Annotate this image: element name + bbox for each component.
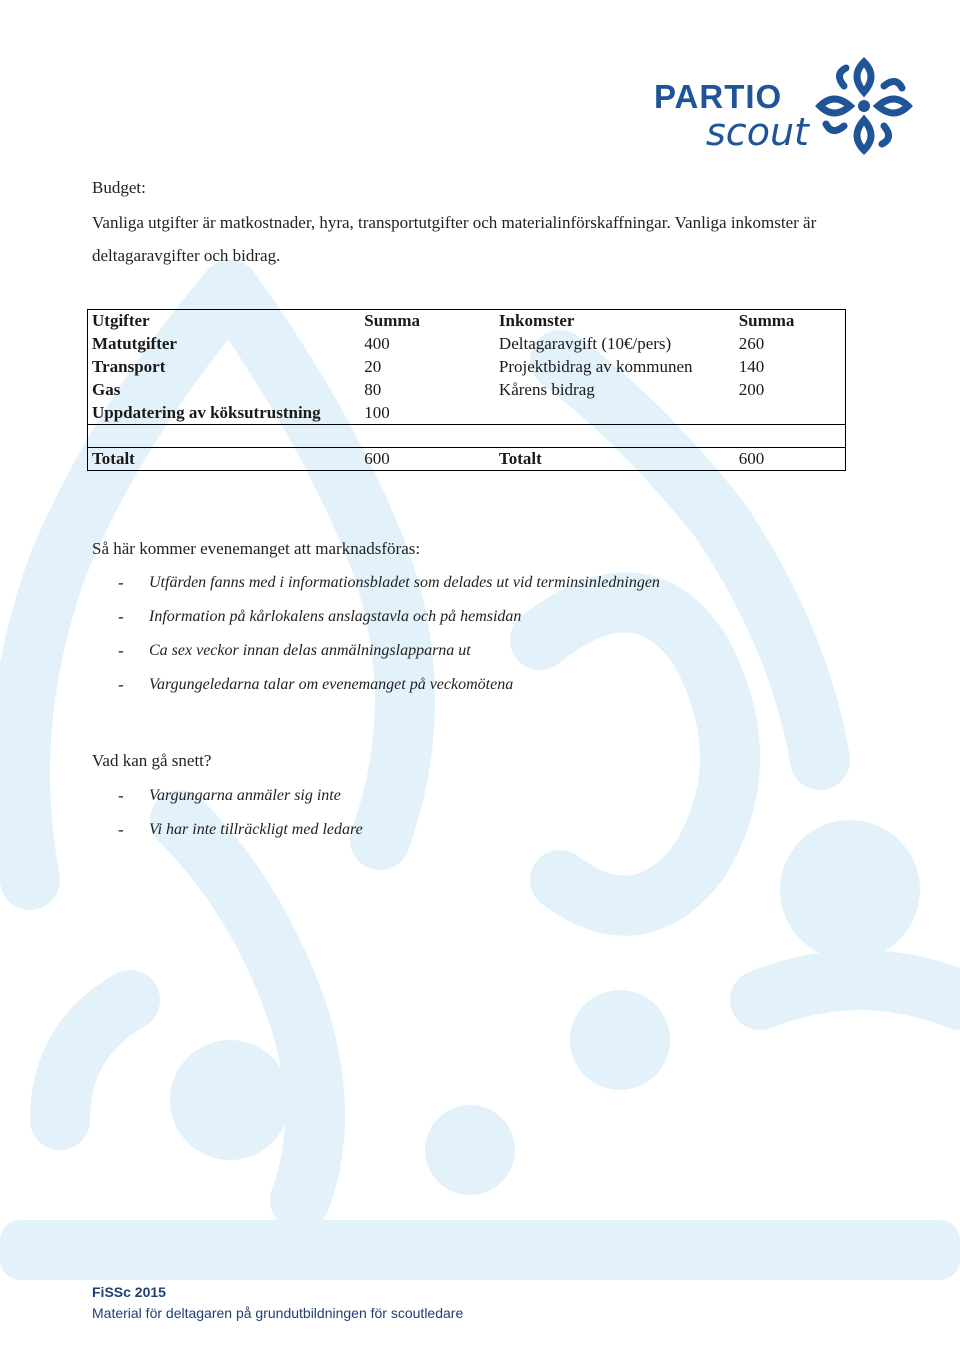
expense-name: Gas (92, 380, 121, 399)
table-blank-row (88, 425, 846, 448)
table-row (88, 356, 846, 379)
list-item-text: Vargungeledarna talar om evenemanget på veckomötena (149, 676, 514, 693)
expense-amount: 100 (364, 402, 390, 422)
bullet-dash: - (118, 573, 124, 592)
bullet-dash: - (118, 675, 124, 694)
expense-name: Uppdatering av köksutrustning (92, 402, 321, 422)
list-item-text: Vi har inte tillräckligt med ledare (149, 821, 363, 838)
list-item (118, 634, 660, 668)
table-row (88, 333, 846, 356)
table-row (88, 402, 846, 425)
table-row (88, 379, 846, 402)
bullet-dash: - (118, 607, 124, 626)
table-header-cell: Inkomster (498, 311, 575, 331)
expense-amount: 20 (364, 357, 382, 376)
budget-table (87, 309, 846, 471)
income-amount: 200 (738, 380, 765, 399)
footer-subtitle: Material för deltagaren på grundutbildningen för scoutledare (92, 1305, 464, 1321)
income-amount: 140 (738, 357, 765, 376)
list-item (118, 600, 660, 634)
bullet-dash: - (118, 641, 124, 660)
table-total-row (88, 448, 846, 471)
list-item-text: Ca sex veckor innan delas anmälningslapparna ut (149, 642, 471, 659)
total-income: 600 (738, 449, 765, 468)
expense-name: Transport (92, 357, 166, 376)
total-label: Totalt (92, 449, 135, 468)
logo-partio-text: PARTIO (654, 78, 783, 115)
risk-heading: Vad kan gå snett? (92, 751, 212, 770)
income-name: Projektbidrag av kommunen (498, 357, 693, 376)
table-header-cell: Utgifter (92, 311, 150, 331)
income-name (495, 402, 735, 425)
income-amount (735, 402, 846, 425)
expense-name: Matutgifter (92, 334, 177, 353)
expense-amount: 80 (364, 380, 382, 399)
income-name: Kårens bidrag (498, 380, 595, 399)
risk-list (118, 779, 363, 847)
total-expenses: 600 (364, 449, 390, 468)
total-label: Totalt (498, 449, 542, 468)
list-item (118, 566, 660, 600)
table-header-cell: Summa (364, 311, 421, 331)
list-item-text: Vargungarna anmäler sig inte (149, 787, 341, 804)
list-item-text: Utfärden fanns med i informationsbladet som delades ut vid terminsinledningen (149, 574, 660, 591)
bullet-dash: - (118, 820, 124, 839)
table-header-cell: Summa (738, 311, 795, 331)
expense-amount: 400 (364, 334, 390, 353)
bullet-dash: - (118, 786, 124, 805)
list-item (118, 668, 660, 702)
marketing-heading: Så här kommer evenemanget att marknadsföras: (92, 539, 421, 558)
list-item (118, 813, 363, 847)
logo-scout-text: scout (706, 110, 809, 154)
marketing-list (118, 566, 660, 702)
list-item-text: Information på kårlokalens anslagstavla och på hemsidan (149, 608, 522, 625)
table-header-row (88, 310, 846, 333)
budget-heading: Budget: (92, 178, 146, 197)
budget-intro: Vanliga utgifter är matkostnader, hyra, transportutgifter och materialinförskaffningar. Vanliga inkomster är deltagaravgifter och bidrag. (92, 213, 817, 265)
income-name: Deltagaravgift (10€/pers) (498, 334, 672, 353)
footer-title: FiSSc 2015 (92, 1284, 166, 1300)
list-item (118, 779, 363, 813)
income-amount: 260 (738, 334, 765, 353)
